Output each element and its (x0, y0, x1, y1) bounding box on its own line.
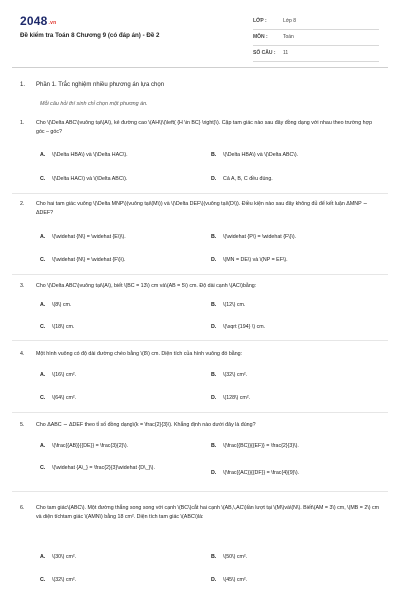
option-letter: C. (40, 257, 46, 263)
option-letter: A. (40, 234, 46, 240)
question-text: Cho tam giác\(ABC\). Một đường thẳng song song với cạnh \(BC\)cắt hai cạnh \(AB,\,AC\)lần lượt tại \(M\)và\(N\). Biết\(AM = 3\) cm, \(MB = 2\) cm và diện tíchtam giác \(AMN\) bằng 18 cm². Diện tích tam giác \(ABC\)là: (36, 505, 380, 520)
option-text: \(64\) cm². (52, 395, 77, 401)
option-letter: A. (40, 152, 46, 158)
option-letter: D. (211, 470, 217, 476)
meta-value: Toán (283, 34, 294, 40)
option-text: \(45\) cm². (223, 577, 248, 583)
question-text: Cho \(\Delta ABC\)vuông tại\(A\), biết \(BC = 13\) cm và\(AB = 5\) cm. Độ dài cạnh \(AC\)bằng: (36, 283, 257, 289)
question-divider (12, 274, 388, 275)
site-logo[interactable] (20, 14, 56, 28)
option-letter: D. (211, 176, 217, 182)
option-letter: B. (211, 443, 217, 449)
option-text: Cả A, B, C đều đúng. (223, 176, 273, 182)
question-divider (12, 491, 388, 492)
option-letter: B. (211, 554, 217, 560)
option-text: \(8\) cm. (52, 302, 72, 308)
logo-suffix: .vn (48, 20, 57, 26)
option-text: \(\Delta HBA\) và \(\Delta ABC\). (223, 152, 299, 158)
section-label: Phần 1. Trắc nghiệm nhiều phương án lựa chọn (36, 82, 165, 88)
option-text: \(32\) cm². (52, 577, 77, 583)
option-text: \(\Delta HBA\) và \(\Delta HAC\). (52, 152, 128, 158)
page-title: Đề kiểm tra Toán 8 Chương 9 (có đáp án) - Đề 2 (20, 32, 160, 39)
exam-meta (253, 14, 379, 62)
option-text: \(\widehat {P\} = \widehat {F\}\). (223, 234, 297, 240)
option-text: \(\widehat {N\} = \widehat {E\}\). (52, 234, 126, 240)
option-letter: D. (211, 324, 217, 330)
meta-key: LỚP : (253, 18, 267, 24)
option-letter: D. (211, 395, 217, 401)
meta-row-class (253, 14, 379, 30)
question-number: 2. (20, 201, 25, 207)
logo-text: 2048 (20, 14, 48, 28)
option-text: \(\frac{{AC}}{{DF}} = \frac{4}{9}\). (223, 470, 300, 476)
option-letter: B. (211, 152, 217, 158)
option-text: \(\frac{{AB}}{{DE}} = \frac{3}{2}\). (52, 443, 129, 449)
question-divider (12, 340, 388, 341)
question-number: 6. (20, 505, 25, 511)
option-letter: A. (40, 302, 46, 308)
question-number: 3. (20, 283, 25, 289)
question-text: Cho ΔABC ∽ ΔDEF theo tỉ số đồng dạng\(k = \frac{2}{3}\). Khẳng định nào dưới đây là đúng? (36, 422, 256, 428)
option-text: \(\widehat {N\} = \widehat {F\}\). (52, 257, 126, 263)
meta-value: 11 (283, 50, 289, 56)
option-text: \(30\) cm². (52, 554, 77, 560)
option-letter: B. (211, 234, 217, 240)
option-text: \(\widehat {A\_} = \frac{2}{3}\widehat {D\_}\). (52, 465, 155, 471)
question-number: 4. (20, 351, 25, 357)
option-letter: A. (40, 372, 46, 378)
option-text: \(\Delta HAC\) và \(\Delta ABC\). (52, 176, 128, 182)
question-text: Một hình vuông có độ dài đường chéo bằng \(8\) cm. Diện tích của hình vuông đó bằng: (36, 351, 243, 357)
option-text: \(\sqrt {194} \) cm. (223, 324, 266, 330)
meta-key: MÔN : (253, 34, 268, 40)
option-letter: C. (40, 395, 46, 401)
option-letter: C. (40, 465, 46, 471)
option-letter: D. (211, 577, 217, 583)
question-text: Cho hai tam giác vuông \(\Delta MNP\)(vuông tại\(M\)) và \(\Delta DEF\)(vuông tại\(D\)). Điều kiện nào sau đây không đủ để kết luận ΔMNP ∽ ΔDEF? (36, 201, 368, 216)
question-number: 1. (20, 120, 25, 126)
option-text: \(18\) cm. (52, 324, 75, 330)
question-divider (12, 412, 388, 413)
meta-row-count (253, 46, 379, 62)
option-letter: B. (211, 372, 217, 378)
option-letter: C. (40, 176, 46, 182)
instruction-text: Mỗi câu hỏi thí sinh chỉ chọn một phương án. (40, 101, 148, 107)
option-letter: B. (211, 302, 217, 308)
option-text: \(32\) cm². (223, 372, 248, 378)
option-text: \(128\) cm². (223, 395, 251, 401)
option-letter: D. (211, 257, 217, 263)
question-text: Cho \(\Delta ABC\)vuông tại\(A\), kẻ đường cao \(AH\)\(\left( {H \in BC} \right)\). Cặp tam giác nào sau đây đồng dạng với nhau theo trường hợp góc – góc? (36, 120, 373, 135)
option-letter: C. (40, 577, 46, 583)
option-letter: C. (40, 324, 46, 330)
option-text: \(12\) cm. (223, 302, 246, 308)
question-number: 5. (20, 422, 25, 428)
section-number: 1. (20, 82, 26, 88)
option-text: \(\frac{{BC}}{{EF}} = \frac{2}{3}\). (223, 443, 299, 449)
meta-value: Lớp 8 (283, 18, 297, 24)
question-divider (12, 193, 388, 194)
meta-row-subject (253, 30, 379, 46)
option-letter: A. (40, 443, 46, 449)
option-text: \(16\) cm². (52, 372, 77, 378)
option-letter: A. (40, 554, 46, 560)
meta-key: SỐ CÂU : (253, 50, 276, 56)
option-text: \(MN = DE\) và \(NP = EF\). (223, 257, 288, 263)
header-divider (12, 67, 388, 68)
option-text: \(50\) cm². (223, 554, 248, 560)
